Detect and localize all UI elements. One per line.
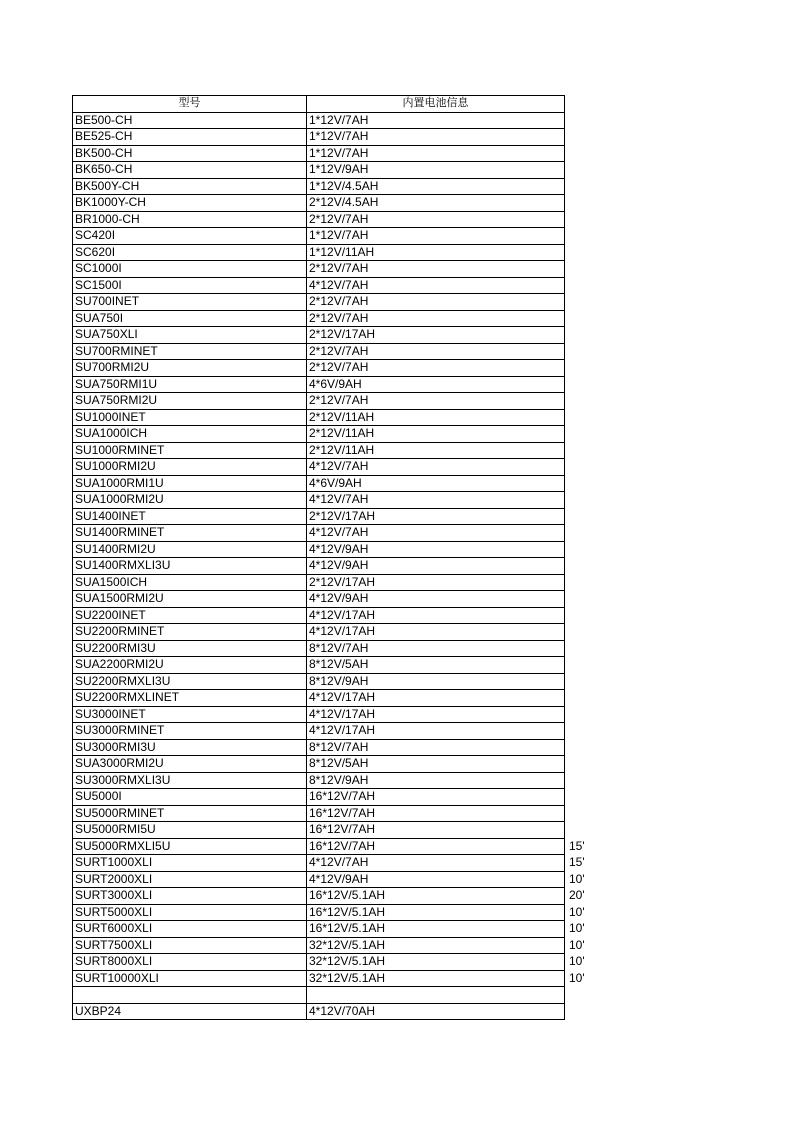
model-cell: SURT2000XLI xyxy=(73,871,307,888)
battery-cell: 4*12V/9AH xyxy=(307,541,565,558)
note-cell: 15' xyxy=(569,855,585,869)
table-row xyxy=(73,327,610,344)
battery-cell: 16*12V/7AH xyxy=(307,838,565,855)
table-row xyxy=(73,508,610,525)
table-row xyxy=(73,987,610,1004)
model-cell: SUA3000RMI2U xyxy=(73,756,307,773)
table-row xyxy=(73,624,610,641)
note-cell xyxy=(565,574,610,591)
note-cell: 10' xyxy=(569,970,585,985)
battery-cell: 2*12V/17AH xyxy=(307,327,565,344)
model-cell: SU5000I xyxy=(73,789,307,806)
model-cell: SUA750I xyxy=(73,310,307,327)
table-body xyxy=(73,112,610,1020)
table-row xyxy=(73,558,610,575)
note-cell xyxy=(565,426,610,443)
battery-cell: 4*12V/70AH xyxy=(307,1003,565,1020)
note-cell xyxy=(565,822,610,839)
table-row xyxy=(73,475,610,492)
model-cell: SU1400INET xyxy=(73,508,307,525)
battery-cell: 8*12V/9AH xyxy=(307,772,565,789)
table-row xyxy=(73,442,610,459)
battery-cell: 4*12V/17AH xyxy=(307,723,565,740)
model-cell: SUA750RMI2U xyxy=(73,393,307,410)
battery-cell: 4*12V/17AH xyxy=(307,690,565,707)
battery-cell: 1*12V/4.5AH xyxy=(307,178,565,195)
battery-cell: 4*12V/9AH xyxy=(307,558,565,575)
note-cell: 15' xyxy=(569,838,585,853)
note-cell: 10' xyxy=(569,871,585,886)
battery-cell: 8*12V/5AH xyxy=(307,657,565,674)
note-cell xyxy=(565,244,610,261)
model-cell: SU1400RMXLI3U xyxy=(73,558,307,575)
table-row xyxy=(73,739,610,756)
battery-cell: 2*12V/7AH xyxy=(307,360,565,377)
note-cell xyxy=(565,525,610,542)
battery-cell: 2*12V/11AH xyxy=(307,442,565,459)
table-row xyxy=(73,954,610,971)
table-row xyxy=(73,888,610,905)
table-row xyxy=(73,921,610,938)
note-cell xyxy=(565,987,610,1004)
note-cell xyxy=(565,327,610,344)
note-cell xyxy=(565,772,610,789)
table-row xyxy=(73,640,610,657)
header-model: 型号 xyxy=(73,96,307,113)
note-cell xyxy=(565,508,610,525)
note-cell xyxy=(565,607,610,624)
battery-cell: 1*12V/11AH xyxy=(307,244,565,261)
note-cell xyxy=(565,541,610,558)
model-cell: BE525-CH xyxy=(73,129,307,146)
model-cell: SUA750RMI1U xyxy=(73,376,307,393)
model-cell: SUA1000RMI1U xyxy=(73,475,307,492)
model-cell: BK500Y-CH xyxy=(73,178,307,195)
battery-cell: 4*6V/9AH xyxy=(307,376,565,393)
model-cell: SU2200RMINET xyxy=(73,624,307,641)
model-cell: SUA1500RMI2U xyxy=(73,591,307,608)
table-row xyxy=(73,970,610,987)
battery-cell: 32*12V/5.1AH xyxy=(307,937,565,954)
battery-cell: 1*12V/9AH xyxy=(307,162,565,179)
note-cell xyxy=(565,756,610,773)
header-battery: 内置电池信息 xyxy=(307,96,565,113)
battery-cell: 8*12V/7AH xyxy=(307,640,565,657)
note-cell xyxy=(565,442,610,459)
model-cell: BK1000Y-CH xyxy=(73,195,307,212)
note-cell xyxy=(565,591,610,608)
note-cell xyxy=(565,690,610,707)
model-cell: BK500-CH xyxy=(73,145,307,162)
model-cell: SU2200RMXLI3U xyxy=(73,673,307,690)
battery-cell: 8*12V/5AH xyxy=(307,756,565,773)
battery-cell: 4*12V/17AH xyxy=(307,706,565,723)
table-row xyxy=(73,723,610,740)
table-row xyxy=(73,574,610,591)
battery-cell: 4*12V/7AH xyxy=(307,277,565,294)
battery-cell: 8*12V/9AH xyxy=(307,673,565,690)
note-cell xyxy=(565,211,610,228)
battery-cell: 2*12V/7AH xyxy=(307,393,565,410)
battery-cell: 2*12V/7AH xyxy=(307,211,565,228)
note-cell xyxy=(565,492,610,509)
model-cell: SU3000RMINET xyxy=(73,723,307,740)
table-row xyxy=(73,1003,610,1020)
note-cell xyxy=(565,343,610,360)
table-row xyxy=(73,393,610,410)
note-cell: 20' xyxy=(569,888,585,902)
battery-cell: 16*12V/7AH xyxy=(307,805,565,822)
battery-cell: 2*12V/11AH xyxy=(307,409,565,426)
table-row xyxy=(73,904,610,921)
table-row xyxy=(73,426,610,443)
model-cell: SC620I xyxy=(73,244,307,261)
spreadsheet-page xyxy=(72,95,610,1020)
note-cell xyxy=(565,277,610,294)
table-row xyxy=(73,805,610,822)
table-row xyxy=(73,690,610,707)
model-cell: SU1000INET xyxy=(73,409,307,426)
battery-cell: 16*12V/7AH xyxy=(307,822,565,839)
model-cell: SC1000I xyxy=(73,261,307,278)
table-row xyxy=(73,178,610,195)
table-row xyxy=(73,871,610,888)
model-cell: SURT7500XLI xyxy=(73,937,307,954)
note-cell xyxy=(565,624,610,641)
model-cell: SU3000INET xyxy=(73,706,307,723)
battery-cell: 32*12V/5.1AH xyxy=(307,970,565,987)
model-cell: SU1400RMINET xyxy=(73,525,307,542)
battery-cell: 2*12V/17AH xyxy=(307,574,565,591)
note-cell xyxy=(565,1003,610,1020)
note-cell xyxy=(565,129,610,146)
table-row xyxy=(73,459,610,476)
table-row xyxy=(73,591,610,608)
note-cell xyxy=(565,112,610,129)
battery-cell: 4*12V/17AH xyxy=(307,624,565,641)
header-row xyxy=(73,96,610,113)
model-cell: SURT3000XLI xyxy=(73,888,307,905)
battery-cell: 2*12V/7AH xyxy=(307,261,565,278)
table-row xyxy=(73,657,610,674)
model-cell: SUA1000ICH xyxy=(73,426,307,443)
model-cell: BK650-CH xyxy=(73,162,307,179)
battery-cell: 16*12V/5.1AH xyxy=(307,921,565,938)
note-cell xyxy=(565,294,610,311)
table-row xyxy=(73,409,610,426)
battery-cell xyxy=(307,987,565,1004)
model-cell: SU700RMINET xyxy=(73,343,307,360)
note-cell xyxy=(565,393,610,410)
table-row xyxy=(73,294,610,311)
header-note xyxy=(565,96,610,113)
note-cell xyxy=(565,195,610,212)
table-row xyxy=(73,145,610,162)
table-row xyxy=(73,310,610,327)
note-cell xyxy=(565,459,610,476)
note-cell xyxy=(565,706,610,723)
battery-cell: 4*12V/7AH xyxy=(307,855,565,872)
battery-cell: 32*12V/5.1AH xyxy=(307,954,565,971)
model-cell: SU5000RMINET xyxy=(73,805,307,822)
note-cell: 10' xyxy=(569,937,585,952)
model-cell: SURT1000XLI xyxy=(73,855,307,872)
table-row xyxy=(73,789,610,806)
battery-cell: 4*12V/7AH xyxy=(307,492,565,509)
battery-cell: 2*12V/7AH xyxy=(307,343,565,360)
table-row xyxy=(73,360,610,377)
battery-cell: 4*12V/17AH xyxy=(307,607,565,624)
table-row xyxy=(73,129,610,146)
model-cell: SU2200RMI3U xyxy=(73,640,307,657)
table-row xyxy=(73,541,610,558)
model-cell: SC1500I xyxy=(73,277,307,294)
model-cell: BE500-CH xyxy=(73,112,307,129)
model-cell: UXBP24 xyxy=(73,1003,307,1020)
model-cell: SUA1000RMI2U xyxy=(73,492,307,509)
table-row xyxy=(73,673,610,690)
note-cell xyxy=(565,723,610,740)
note-cell xyxy=(565,228,610,245)
model-cell: SU700INET xyxy=(73,294,307,311)
model-cell: SU2200INET xyxy=(73,607,307,624)
battery-cell: 16*12V/7AH xyxy=(307,789,565,806)
model-cell: SU1400RMI2U xyxy=(73,541,307,558)
note-cell xyxy=(565,145,610,162)
table-row xyxy=(73,211,610,228)
table-row xyxy=(73,261,610,278)
note-cell xyxy=(565,739,610,756)
table-row xyxy=(73,112,610,129)
model-cell: SUA1500ICH xyxy=(73,574,307,591)
table-row xyxy=(73,492,610,509)
note-cell xyxy=(565,640,610,657)
table-row xyxy=(73,244,610,261)
note-cell xyxy=(565,178,610,195)
note-cell xyxy=(565,162,610,179)
battery-cell: 4*12V/7AH xyxy=(307,459,565,476)
note-cell xyxy=(565,789,610,806)
note-cell xyxy=(565,261,610,278)
battery-cell: 4*6V/9AH xyxy=(307,475,565,492)
model-cell xyxy=(73,987,307,1004)
model-cell: SURT6000XLI xyxy=(73,921,307,938)
table-row xyxy=(73,756,610,773)
model-cell: SU3000RMI3U xyxy=(73,739,307,756)
battery-cell: 2*12V/17AH xyxy=(307,508,565,525)
model-cell: SC420I xyxy=(73,228,307,245)
note-cell xyxy=(565,376,610,393)
model-cell: SU2200RMXLINET xyxy=(73,690,307,707)
note-cell xyxy=(565,558,610,575)
table-row xyxy=(73,195,610,212)
table-row xyxy=(73,277,610,294)
model-cell: SU3000RMXLI3U xyxy=(73,772,307,789)
battery-cell: 1*12V/7AH xyxy=(307,228,565,245)
note-cell xyxy=(565,310,610,327)
battery-cell: 4*12V/9AH xyxy=(307,871,565,888)
note-cell xyxy=(565,475,610,492)
model-cell: SU1000RMI2U xyxy=(73,459,307,476)
table-row xyxy=(73,855,610,872)
model-cell: SU5000RMI5U xyxy=(73,822,307,839)
battery-cell: 1*12V/7AH xyxy=(307,145,565,162)
battery-cell: 16*12V/5.1AH xyxy=(307,904,565,921)
battery-table xyxy=(72,95,610,1020)
model-cell: SURT10000XLI xyxy=(73,970,307,987)
battery-cell: 4*12V/7AH xyxy=(307,525,565,542)
note-cell: 10' xyxy=(569,921,585,935)
model-cell: BR1000-CH xyxy=(73,211,307,228)
model-cell: SU5000RMXLI5U xyxy=(73,838,307,855)
battery-cell: 2*12V/11AH xyxy=(307,426,565,443)
note-cell xyxy=(565,673,610,690)
model-cell: SURT5000XLI xyxy=(73,904,307,921)
battery-cell: 16*12V/5.1AH xyxy=(307,888,565,905)
note-cell xyxy=(565,409,610,426)
table-row xyxy=(73,937,610,954)
battery-cell: 4*12V/9AH xyxy=(307,591,565,608)
note-cell: 10' xyxy=(569,904,585,919)
battery-cell: 2*12V/7AH xyxy=(307,310,565,327)
battery-cell: 2*12V/4.5AH xyxy=(307,195,565,212)
table-row xyxy=(73,706,610,723)
table-row xyxy=(73,162,610,179)
note-cell xyxy=(565,805,610,822)
model-cell: SURT8000XLI xyxy=(73,954,307,971)
table-row xyxy=(73,838,610,855)
battery-cell: 8*12V/7AH xyxy=(307,739,565,756)
note-cell: 10' xyxy=(569,954,585,968)
battery-cell: 2*12V/7AH xyxy=(307,294,565,311)
model-cell: SU1000RMINET xyxy=(73,442,307,459)
table-row xyxy=(73,772,610,789)
table-row xyxy=(73,228,610,245)
table-row xyxy=(73,343,610,360)
table-row xyxy=(73,822,610,839)
battery-cell: 1*12V/7AH xyxy=(307,112,565,129)
battery-cell: 1*12V/7AH xyxy=(307,129,565,146)
table-row xyxy=(73,376,610,393)
table-row xyxy=(73,607,610,624)
model-cell: SUA750XLI xyxy=(73,327,307,344)
table-row xyxy=(73,525,610,542)
model-cell: SUA2200RMI2U xyxy=(73,657,307,674)
model-cell: SU700RMI2U xyxy=(73,360,307,377)
note-cell xyxy=(565,360,610,377)
note-cell xyxy=(565,657,610,674)
